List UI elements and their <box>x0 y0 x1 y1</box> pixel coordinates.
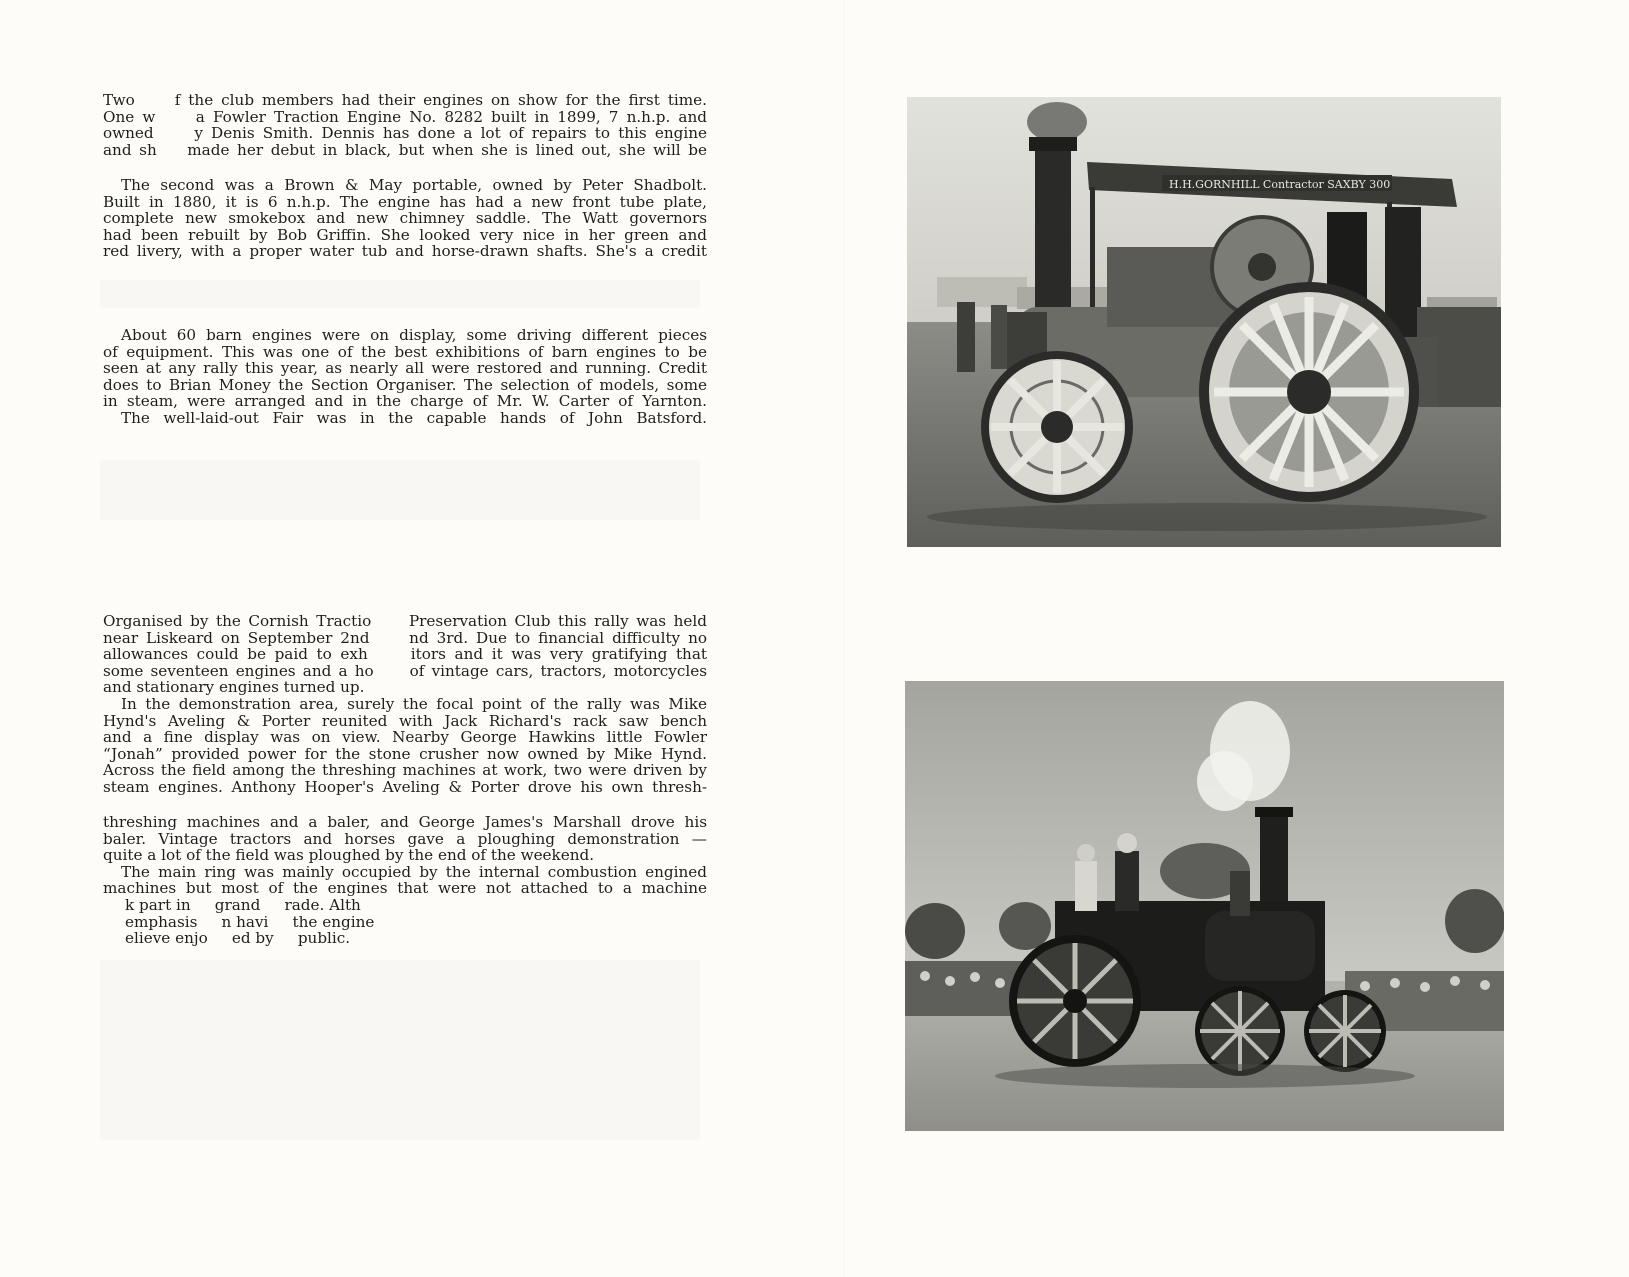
text-line: k part in grand rade. Alth <box>125 895 361 914</box>
photo-traction-engine-parade <box>905 681 1504 1131</box>
text-line: had been rebuilt by Bob Griffin. She looked very nice in her green and <box>103 225 707 244</box>
text-line: complete new smokebox and new chimney saddle. The Watt governors <box>103 209 707 228</box>
text-line: seen at any rally this year, as nearly all were restored and running. Credit <box>103 359 707 378</box>
text-line: in steam, were arranged and in the charge of Mr. W. Carter of Yarnton. <box>103 392 707 411</box>
text-line: Built in 1880, it is 6 n.h.p. The engine has had a new front tube plate, <box>103 192 707 211</box>
paragraph-threshing-baler <box>103 814 707 947</box>
paragraph-cornish-rally <box>103 613 707 796</box>
text-line: does to Brian Money the Section Organiser. The selection of models, some <box>103 375 707 394</box>
text-line: allowances could be paid to exh itors and it was very gratifying that <box>103 645 707 664</box>
show-through <box>100 960 700 1140</box>
text-line: and a fine display was on view. Nearby George Hawkins little Fowler <box>103 728 707 747</box>
text-line: steam engines. Anthony Hooper's Aveling & Porter drove his own thresh- <box>103 777 707 796</box>
canopy-lettering: H.H.GORNHILL Contractor SAXBY 300 <box>1169 178 1391 191</box>
page-gutter <box>843 0 845 1277</box>
text-line: baler. Vintage tractors and horses gave a ploughing demonstration — <box>103 829 707 848</box>
text-line: In the demonstration area, surely the focal point of the rally was Mike <box>121 694 707 713</box>
text-line: near Liskeard on September 2nd nd 3rd. Due to financial difficulty no <box>103 628 707 647</box>
text-line: and stationary engines turned up. <box>103 678 365 697</box>
show-through <box>100 280 700 308</box>
text-line: The main ring was mainly occupied by the internal combustion engined <box>121 862 707 881</box>
text-line: elieve enjo ed by public. <box>125 929 351 948</box>
text-line: The second was a Brown & May portable, owned by Peter Shadbolt. <box>121 176 707 194</box>
paragraph-fowler-engine <box>103 92 707 158</box>
text-line: Across the field among the threshing machines at work, two were driven by <box>103 761 707 780</box>
text-line: red livery, with a proper water tub and horse-drawn shafts. She's a credit <box>103 242 707 261</box>
paragraph-brown-may-portable <box>103 177 707 260</box>
text-line: The well-laid-out Fair was in the capable hands of John Batsford. <box>121 408 707 427</box>
text-line: quite a lot of the field was ploughed by the end of the weekend. <box>103 846 595 865</box>
text-line: owned y Denis Smith. Dennis has done a lot of repairs to this engine <box>103 124 707 143</box>
text-line: Organised by the Cornish Tractio Preservation Club this rally was held <box>103 612 707 630</box>
photo-traction-engine-canopy <box>907 97 1501 547</box>
text-line: and sh made her debut in black, but when she is lined out, she will be <box>103 140 707 159</box>
text-line: of equipment. This was one of the best exhibitions of barn engines to be <box>103 342 707 361</box>
text-line: some seventeen engines and a ho of vintage cars, tractors, motorcycles <box>103 661 707 680</box>
text-line: About 60 barn engines were on display, some driving different pieces <box>121 326 707 344</box>
text-line: machines but most of the engines that were not attached to a machine <box>103 879 707 898</box>
photo-2-image <box>905 681 1504 1131</box>
text-line: threshing machines and a baler, and George James's Marshall drove his <box>103 813 707 831</box>
photo-1-image <box>907 97 1501 547</box>
text-line: Hynd's Aveling & Porter reunited with Jack Richard's rack saw bench <box>103 711 707 730</box>
text-line: emphasis n havi the engine <box>125 912 375 931</box>
paragraph-barn-engines <box>103 327 707 427</box>
text-line: One w a Fowler Traction Engine No. 8282 built in 1899, 7 n.h.p. and <box>103 107 707 126</box>
text-line: Two f the club members had their engines on show for the first time. <box>103 91 707 109</box>
show-through <box>100 460 700 520</box>
text-line: “Jonah” provided power for the stone crusher now owned by Mike Hynd. <box>103 744 707 763</box>
